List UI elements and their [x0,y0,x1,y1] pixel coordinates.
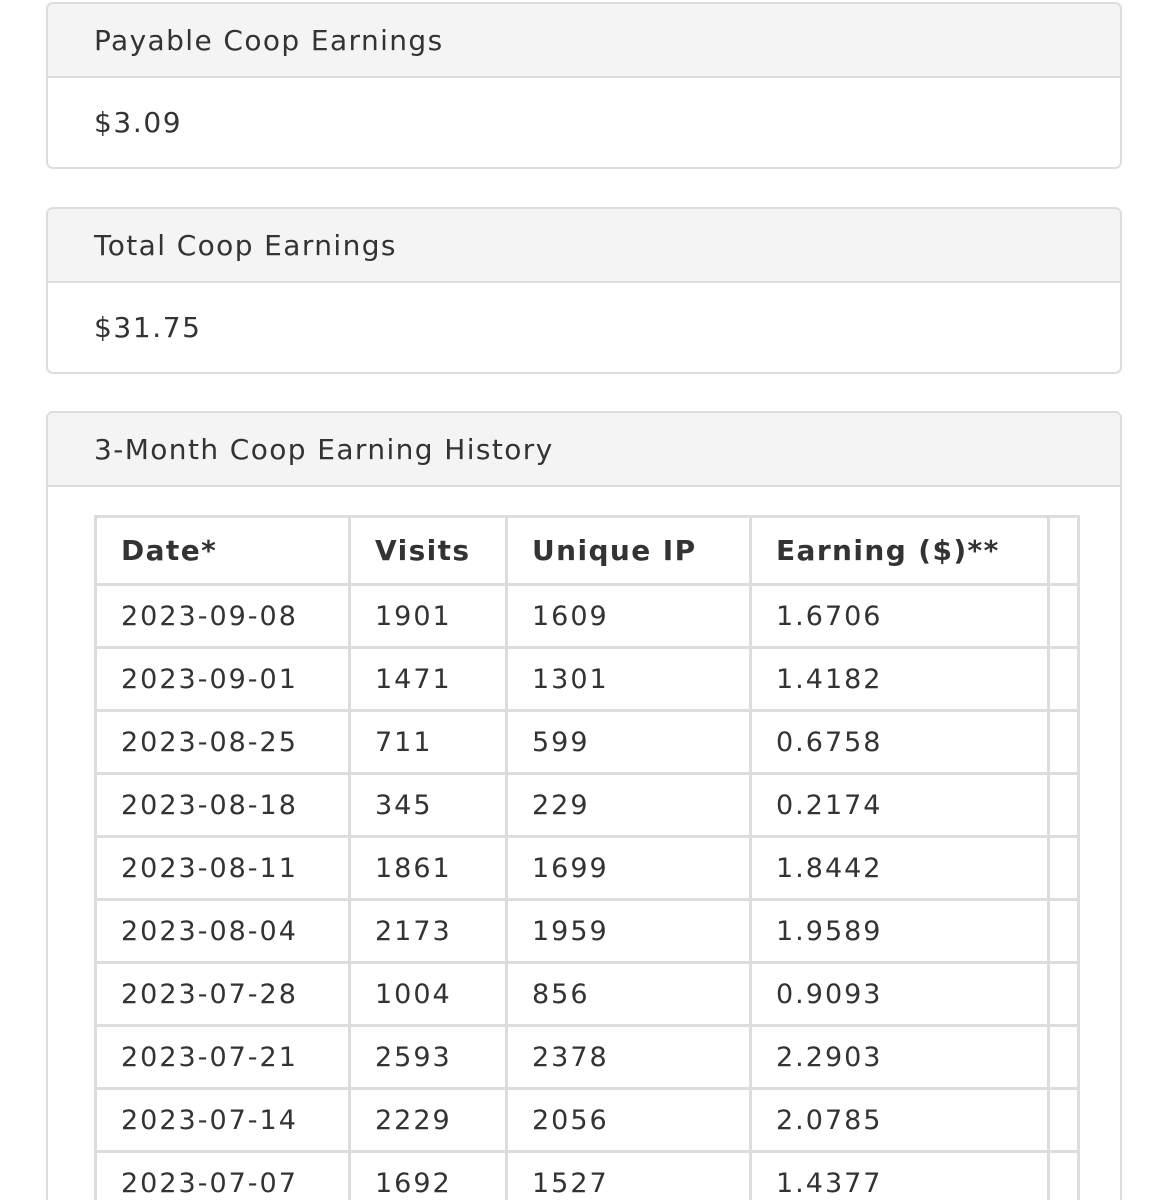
overflow-cell [1049,711,1079,774]
date-cell: 2023-07-28 [96,963,350,1026]
earning-cell: 0.2174 [751,774,1049,837]
table-row [96,774,1079,837]
overflow-cell [1049,1026,1079,1089]
table-row [96,900,1079,963]
overflow-cell [1049,1089,1079,1152]
earning-history-table-wrapper[interactable] [94,515,1077,1200]
table-row [96,1089,1079,1152]
total-earnings-title: Total Coop Earnings [48,209,1120,283]
earning-cell: 1.9589 [751,900,1049,963]
visits-cell: 2173 [350,900,507,963]
unique-ip-cell: 229 [507,774,751,837]
unique-ip-cell: 2056 [507,1089,751,1152]
overflow-cell [1049,585,1079,648]
table-row [96,648,1079,711]
unique-ip-cell: 599 [507,711,751,774]
column-header-earning: Earning ($)** [751,517,1049,585]
earning-history-title: 3-Month Coop Earning History [48,413,1120,487]
unique-ip-cell: 1527 [507,1152,751,1200]
earning-cell: 1.4182 [751,648,1049,711]
total-earnings-panel [46,207,1122,374]
visits-cell: 2593 [350,1026,507,1089]
payable-earnings-value: $3.09 [94,106,183,139]
unique-ip-cell: 856 [507,963,751,1026]
date-cell: 2023-08-25 [96,711,350,774]
visits-cell: 1861 [350,837,507,900]
table-row [96,1026,1079,1089]
earning-history-table [94,515,1080,1200]
payable-earnings-title: Payable Coop Earnings [48,4,1120,78]
date-cell: 2023-09-08 [96,585,350,648]
visits-cell: 1692 [350,1152,507,1200]
date-cell: 2023-07-14 [96,1089,350,1152]
table-row [96,963,1079,1026]
overflow-cell [1049,837,1079,900]
date-cell: 2023-07-07 [96,1152,350,1200]
visits-cell: 2229 [350,1089,507,1152]
unique-ip-cell: 1699 [507,837,751,900]
table-row [96,1152,1079,1200]
date-cell: 2023-09-01 [96,648,350,711]
overflow-cell [1049,774,1079,837]
date-cell: 2023-07-21 [96,1026,350,1089]
column-header-overflow [1049,517,1079,585]
table-row [96,837,1079,900]
earning-history-panel [46,411,1122,1200]
overflow-cell [1049,1152,1079,1200]
earning-cell: 1.6706 [751,585,1049,648]
visits-cell: 1471 [350,648,507,711]
overflow-cell [1049,900,1079,963]
date-cell: 2023-08-11 [96,837,350,900]
overflow-cell [1049,648,1079,711]
earning-cell: 1.4377 [751,1152,1049,1200]
unique-ip-cell: 1301 [507,648,751,711]
visits-cell: 711 [350,711,507,774]
payable-earnings-panel [46,2,1122,169]
table-header-row [96,517,1079,585]
earning-cell: 0.6758 [751,711,1049,774]
visits-cell: 1004 [350,963,507,1026]
column-header-date: Date* [96,517,350,585]
overflow-cell [1049,963,1079,1026]
column-header-visits: Visits [350,517,507,585]
earning-cell: 1.8442 [751,837,1049,900]
unique-ip-cell: 2378 [507,1026,751,1089]
date-cell: 2023-08-04 [96,900,350,963]
date-cell: 2023-08-18 [96,774,350,837]
earning-cell: 2.0785 [751,1089,1049,1152]
visits-cell: 345 [350,774,507,837]
column-header-unique-ip: Unique IP [507,517,751,585]
visits-cell: 1901 [350,585,507,648]
table-row [96,585,1079,648]
unique-ip-cell: 1959 [507,900,751,963]
earning-cell: 0.9093 [751,963,1049,1026]
unique-ip-cell: 1609 [507,585,751,648]
table-row [96,711,1079,774]
total-earnings-value: $31.75 [94,311,202,344]
earning-cell: 2.2903 [751,1026,1049,1089]
